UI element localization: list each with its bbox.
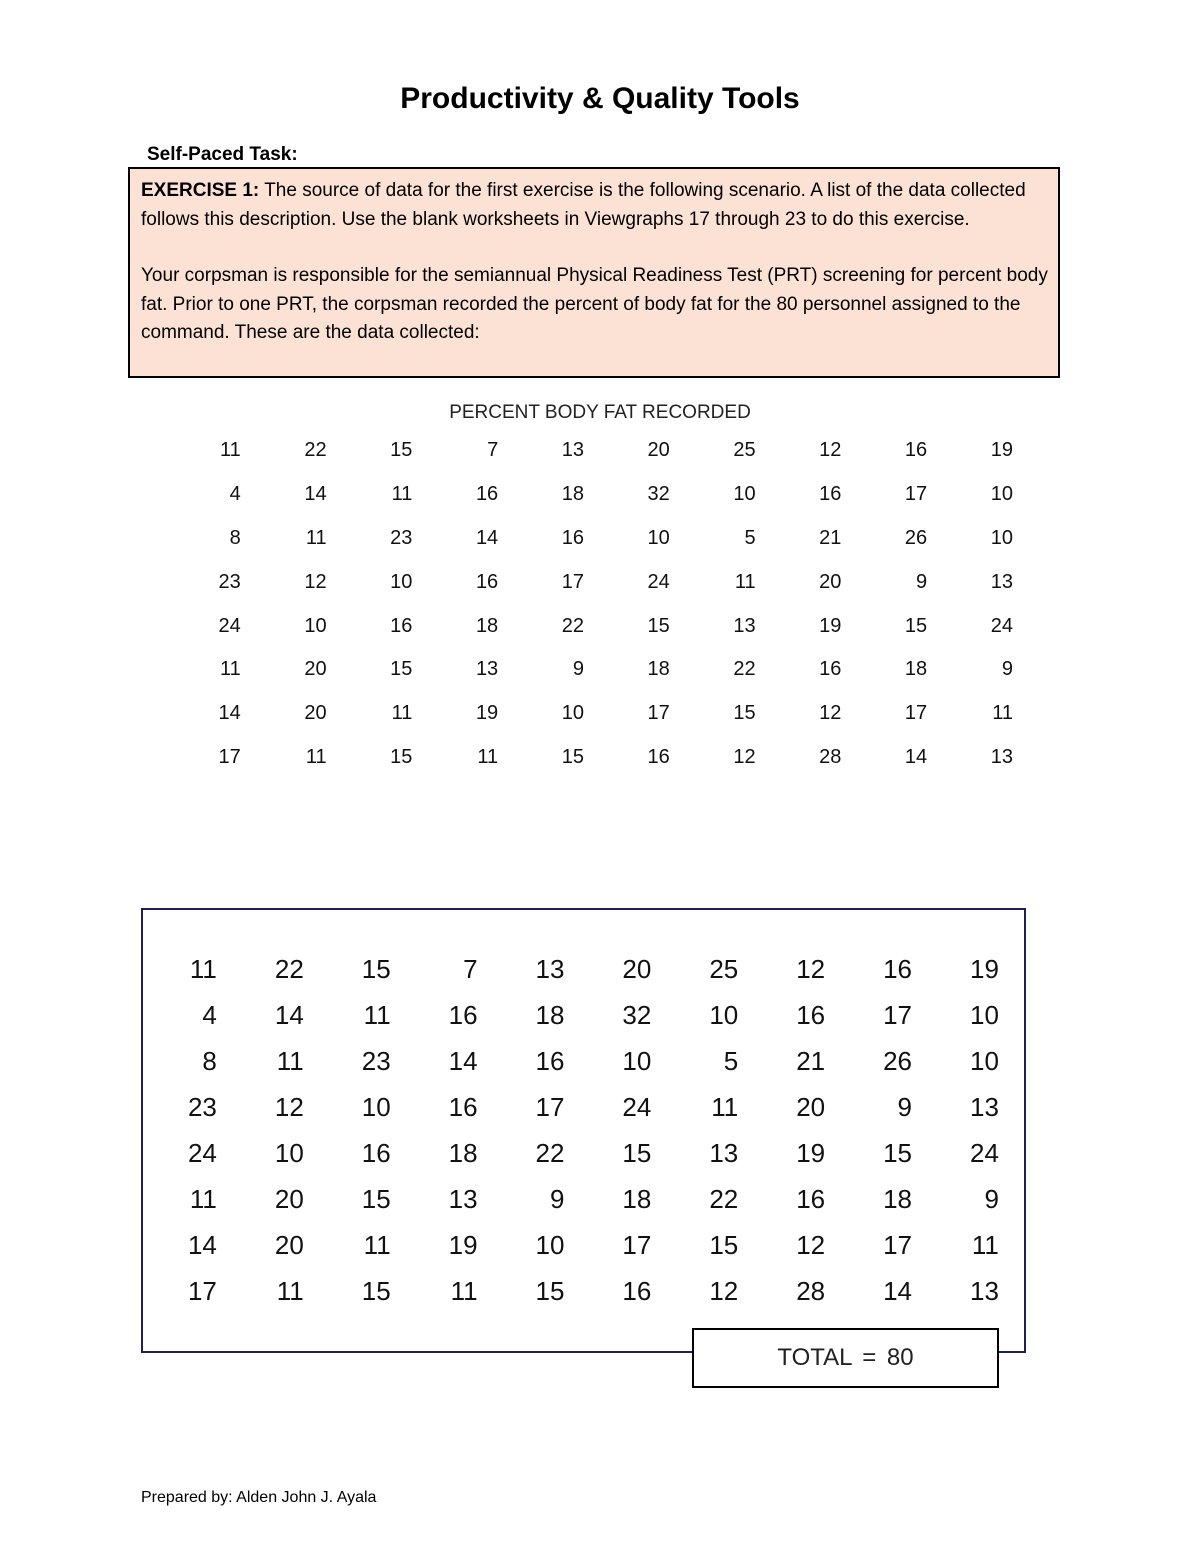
- table-cell: 14: [304, 482, 327, 505]
- exercise-intro-paragraph: [141, 177, 1048, 234]
- table-row: [130, 1180, 999, 1226]
- table-cell: 12: [274, 1092, 304, 1122]
- table-cell: 8: [229, 526, 241, 549]
- table-cell: 25: [709, 954, 739, 984]
- table-cell: 11: [477, 746, 499, 769]
- table-cell: 10: [969, 1046, 999, 1076]
- table-cell: 20: [819, 570, 842, 593]
- exercise-label: EXERCISE 1:: [141, 180, 260, 201]
- table-cell: 16: [361, 1138, 391, 1168]
- table-cell: 10: [361, 1092, 391, 1122]
- table-cell: 11: [305, 746, 327, 769]
- exercise-box: [128, 167, 1060, 378]
- table-cell: 18: [535, 1000, 565, 1030]
- table-cell: 13: [561, 439, 584, 461]
- table-cell: 14: [218, 702, 241, 725]
- table-row: [155, 610, 1013, 654]
- table-cell: 10: [733, 482, 756, 505]
- table-cell: 18: [904, 658, 928, 681]
- table-cell: 17: [904, 482, 928, 505]
- table-cell: 22: [561, 614, 584, 637]
- table-cell: 13: [990, 746, 1013, 769]
- table-cell: 13: [709, 1138, 739, 1168]
- table-cell: 5: [723, 1046, 739, 1076]
- table-cell: 12: [733, 746, 756, 769]
- table-cell: 11: [189, 954, 217, 984]
- table-cell: 15: [390, 658, 413, 681]
- table-cell: 16: [904, 439, 928, 461]
- table-cell: 15: [390, 439, 413, 461]
- table-cell: 20: [304, 702, 327, 725]
- table-cell: 10: [622, 1046, 652, 1076]
- table-cell: 14: [475, 526, 499, 549]
- table-cell: 17: [647, 702, 670, 725]
- table-cell: 10: [990, 482, 1013, 505]
- table-cell: 17: [187, 1276, 217, 1306]
- table-cell: 16: [561, 526, 584, 549]
- table-cell: 24: [647, 570, 670, 593]
- table-cell: 11: [189, 1184, 217, 1214]
- table-row: [130, 1226, 999, 1272]
- table-cell: 24: [990, 614, 1013, 637]
- table-cell: 13: [969, 1276, 999, 1306]
- table-cell: 13: [990, 570, 1013, 593]
- table-cell: 15: [883, 1138, 913, 1168]
- table-cell: 11: [305, 526, 327, 549]
- table-cell: 10: [709, 1000, 739, 1030]
- table-cell: 21: [819, 526, 842, 549]
- table-cell: 16: [390, 614, 413, 637]
- table-cell: 19: [796, 1138, 826, 1168]
- table-cell: 26: [883, 1046, 913, 1076]
- table-cell: 16: [796, 1000, 826, 1030]
- table-cell: 10: [990, 526, 1013, 549]
- table-cell: 20: [796, 1092, 826, 1122]
- table-row: [130, 1134, 999, 1180]
- table-cell: 24: [969, 1138, 999, 1168]
- table-cell: 16: [819, 658, 842, 681]
- table-cell: 9: [572, 658, 584, 681]
- table-cell: 11: [276, 1276, 304, 1306]
- table-row: [155, 566, 1013, 610]
- table-cell: 13: [448, 1184, 478, 1214]
- table-cell: 16: [448, 1092, 478, 1122]
- table-cell: 18: [561, 482, 584, 505]
- table-cell: 17: [561, 570, 584, 593]
- table-cell: 23: [187, 1092, 217, 1122]
- table-cell: 4: [229, 482, 241, 505]
- table-cell: 17: [883, 1230, 913, 1260]
- prepared-by-footer: Prepared by: Alden John J. Ayala: [141, 1489, 377, 1506]
- table-cell: 19: [990, 439, 1013, 461]
- table-cell: 28: [819, 746, 842, 769]
- table-cell: 16: [535, 1046, 565, 1076]
- table-row: [155, 741, 1013, 785]
- table-row: [155, 522, 1013, 566]
- table-cell: 23: [390, 526, 413, 549]
- table-cell: 18: [475, 614, 499, 637]
- table-cell: 17: [622, 1230, 652, 1260]
- table-cell: 14: [883, 1276, 913, 1306]
- table-cell: 22: [304, 439, 327, 461]
- exercise-intro-text: The source of data for the first exercise is the following scenario. A list of the data collected follows this description. Use the blank worksheets in Viewgraphs 17 through 23 to do this exercise.: [141, 180, 1026, 230]
- table-cell: 15: [904, 614, 928, 637]
- table-cell: 9: [916, 570, 928, 593]
- table-cell: 25: [733, 439, 756, 461]
- page-title: Productivity & Quality Tools: [400, 82, 800, 115]
- table-cell: 15: [361, 954, 391, 984]
- table-cell: 20: [274, 1230, 304, 1260]
- table-cell: 23: [361, 1046, 391, 1076]
- table-cell: 12: [709, 1276, 739, 1306]
- data-table-title: PERCENT BODY FAT RECORDED: [449, 402, 751, 423]
- table-cell: 9: [1001, 658, 1013, 681]
- table-cell: 23: [218, 570, 241, 593]
- table-cell: 11: [992, 702, 1013, 725]
- self-paced-task-heading: Self-Paced Task:: [147, 144, 298, 165]
- table-cell: 15: [361, 1184, 391, 1214]
- table-cell: 22: [709, 1184, 739, 1214]
- table-cell: 15: [561, 746, 584, 769]
- table-cell: 16: [796, 1184, 826, 1214]
- table-cell: 19: [819, 614, 842, 637]
- table-cell: 20: [304, 658, 327, 681]
- table-cell: 14: [274, 1000, 304, 1030]
- table-cell: 7: [463, 954, 478, 984]
- table-row: [155, 653, 1013, 697]
- table-cell: 20: [274, 1184, 304, 1214]
- exercise-scenario-paragraph: Your corpsman is responsible for the semiannual Physical Readiness Test (PRT) screening for percent body fat. Prior to one PRT, the corpsman recorded the percent of body fat for the 80 personnel assigned to the command. These are the data collected:: [141, 265, 1048, 343]
- table-cell: 11: [971, 1230, 999, 1260]
- table-cell: 17: [218, 746, 241, 769]
- table-cell: 24: [187, 1138, 217, 1168]
- table-cell: 14: [187, 1230, 217, 1260]
- table-cell: 11: [711, 1092, 739, 1122]
- table-row: [130, 1042, 999, 1088]
- table-cell: 16: [622, 1276, 652, 1306]
- table-cell: 16: [475, 570, 499, 593]
- table-cell: 28: [796, 1276, 826, 1306]
- table-cell: 26: [904, 526, 928, 549]
- table-cell: 19: [448, 1230, 478, 1260]
- table-cell: 17: [535, 1092, 565, 1122]
- table-row: [130, 1088, 999, 1134]
- table-cell: 12: [819, 439, 842, 461]
- table-cell: 8: [202, 1046, 217, 1076]
- table-row: [155, 697, 1013, 741]
- table-cell: 12: [796, 954, 826, 984]
- table-cell: 16: [883, 954, 913, 984]
- table-cell: 11: [220, 658, 241, 681]
- table-cell: 11: [363, 1230, 391, 1260]
- table-cell: 22: [535, 1138, 565, 1168]
- table-cell: 10: [274, 1138, 304, 1168]
- table-cell: 22: [733, 658, 756, 681]
- table-cell: 20: [622, 954, 652, 984]
- table-cell: 11: [450, 1276, 478, 1306]
- table-cell: 10: [304, 614, 327, 637]
- table-cell: 15: [390, 746, 413, 769]
- table-cell: 17: [883, 1000, 913, 1030]
- table-cell: 15: [361, 1276, 391, 1306]
- table-cell: 15: [709, 1230, 739, 1260]
- table-cell: 16: [475, 482, 499, 505]
- table-cell: 10: [647, 526, 670, 549]
- table-cell: 11: [276, 1046, 304, 1076]
- table-cell: 22: [274, 954, 304, 984]
- table-cell: 19: [969, 954, 999, 984]
- table-row: [155, 434, 1013, 478]
- table-cell: 10: [390, 570, 413, 593]
- table-cell: 16: [448, 1000, 478, 1030]
- table-cell: 11: [363, 1000, 391, 1030]
- table-cell: 14: [448, 1046, 478, 1076]
- table-cell: 10: [535, 1230, 565, 1260]
- table-cell: 18: [622, 1184, 652, 1214]
- table-cell: 20: [647, 439, 670, 461]
- table-row: [130, 996, 999, 1042]
- table-cell: 32: [622, 1000, 652, 1030]
- table-cell: 15: [622, 1138, 652, 1168]
- table-cell: 18: [647, 658, 670, 681]
- table-cell: 21: [796, 1046, 826, 1076]
- table-cell: 4: [202, 1000, 217, 1030]
- table-cell: 7: [487, 439, 499, 461]
- table-cell: 16: [647, 746, 670, 769]
- table-row: [155, 478, 1013, 522]
- table-cell: 18: [448, 1138, 478, 1168]
- table-cell: 16: [819, 482, 842, 505]
- table-cell: 9: [984, 1184, 999, 1214]
- table-cell: 24: [622, 1092, 652, 1122]
- table-cell: 12: [796, 1230, 826, 1260]
- table-cell: 14: [904, 746, 928, 769]
- table-cell: 11: [220, 439, 241, 461]
- table-cell: 11: [391, 702, 413, 725]
- table-cell: 12: [304, 570, 327, 593]
- table-cell: 32: [647, 482, 670, 505]
- table-cell: 13: [969, 1092, 999, 1122]
- table-cell: 17: [904, 702, 928, 725]
- table-row: [130, 950, 999, 996]
- table-cell: 10: [561, 702, 584, 725]
- table-cell: 10: [969, 1000, 999, 1030]
- framed-body-fat-table: [130, 950, 999, 1318]
- table-cell: 13: [733, 614, 756, 637]
- table-cell: 15: [733, 702, 756, 725]
- table-cell: 11: [734, 570, 756, 593]
- table-cell: 19: [475, 702, 499, 725]
- table-cell: 13: [535, 954, 565, 984]
- table-cell: 24: [218, 614, 241, 637]
- table-cell: 13: [475, 658, 499, 681]
- table-cell: 18: [883, 1184, 913, 1214]
- body-fat-data-table: [155, 434, 1013, 785]
- table-cell: 9: [549, 1184, 565, 1214]
- table-cell: 15: [647, 614, 670, 637]
- table-cell: 12: [819, 702, 842, 725]
- table-cell: 9: [897, 1092, 913, 1122]
- table-cell: 15: [535, 1276, 565, 1306]
- table-cell: 5: [744, 526, 756, 549]
- table-row: [130, 1272, 999, 1318]
- total-box: TOTAL = 80: [692, 1328, 999, 1388]
- table-cell: 11: [391, 482, 413, 505]
